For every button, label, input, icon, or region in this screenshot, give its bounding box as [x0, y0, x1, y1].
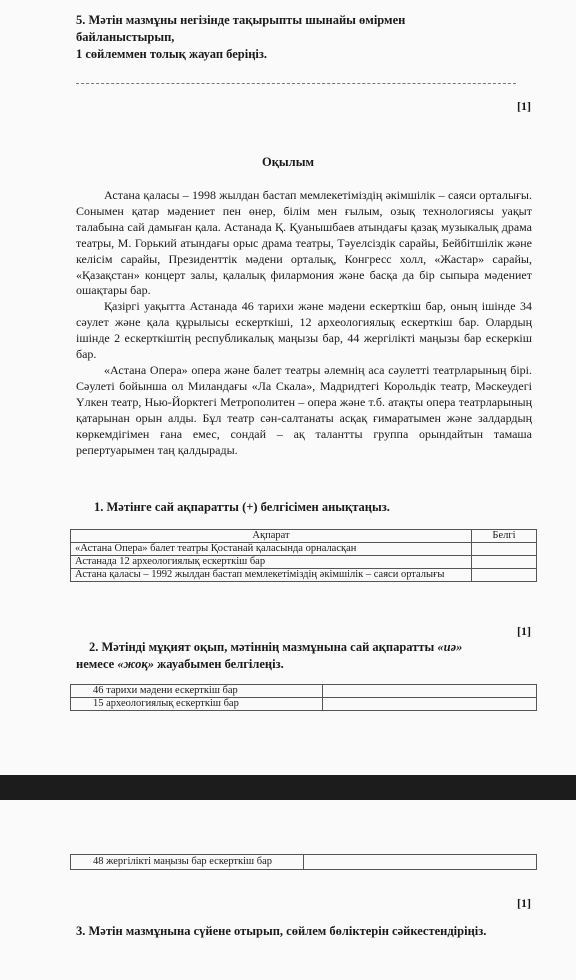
answer-cell[interactable] — [323, 685, 537, 698]
question-5 — [76, 12, 516, 63]
task-2-table — [70, 684, 537, 711]
reading-paragraph-3: «Астана Опера» опера және балет театры әлемнің аса сәулетті театрларының бірі. Сәулеті бойынша ол Миландағы «Ла Скала», Мадридтегі Корольдік театр, Мәскеудегі Үлкен театр, Нью-Йорктегі Метрополитен – опера және т.б. атақты опера театрларының қатарынан орын алды. Бұл театр сән-салтанаты асқақ ғимаратымен және залдардың көркемдігімен ғана емес, сондай – ақ талантты группа орындайтын тамаша репертуарымен таң қалдырады. — [76, 362, 532, 457]
column-header-mark: Белгі — [472, 530, 537, 543]
table-row — [71, 698, 537, 711]
task-2-heading — [76, 639, 516, 673]
yes-word: «иә» — [437, 640, 463, 654]
table-row — [71, 543, 537, 556]
mark-label: [1] — [517, 624, 531, 638]
task-2-heading-or: немесе — [76, 657, 115, 671]
column-header-info: Ақпарат — [71, 530, 472, 543]
table-row — [71, 685, 537, 698]
table-row — [71, 855, 537, 870]
answer-cell[interactable] — [304, 855, 537, 870]
mark-label: [1] — [517, 99, 531, 113]
question-5-line3: 1 сөйлеммен толық жауап беріңіз. — [76, 47, 268, 61]
answer-cell[interactable] — [323, 698, 537, 711]
table-cell-statement: 46 тарихи мәдени ескерткіш бар — [71, 685, 323, 698]
task-1-heading: 1. Мәтінге сай ақпаратты (+) белгісімен анықтаңыз. — [94, 500, 390, 514]
reading-paragraph-2: Қазіргі уақытта Астанада 46 тарихи және мәдени ескерткіш бар, оның ішінде 34 сәулет және қала құрылысы ескерткіші, 12 археологиялық ескерткіш бар. Олардың ішінде 2 ескерткіштің республикалық маңызы бар, 44 жергілікті маңызы бар ескеркіш бар. — [76, 299, 532, 362]
worksheet-page-2 — [0, 800, 576, 980]
table-cell-statement: 15 археологиялық ескерткіш бар — [71, 698, 323, 711]
reading-paragraph-1: Астана қаласы – 1998 жылдан бастап мемлекетіміздің әкімшілік – саяси орталығы. Сонымен қатар мәдениет пен өнер, білім мен ғылым, озық технологияcы уақыт талабына сай дамыған қала. Астанада Қ. Қуанышбаев атындағы қазақ музыкалық драма театры, М. Горький атындағы орыс драма театры, Тәуелсіздік сарайы, Бейбітшілік және келісім сарайы, Президенттік мәдени орталық, Конгресс холл, «Жастар» сарайы, «Қазақстан» концерт залы, қалалық филармония және басқа да бір сыпыра мәдениет ошақтары бар. — [76, 188, 532, 298]
task-3-heading: 3. Мәтін мазмұнына сүйене отырып, сөйлем бөліктерін сәйкестендіріңіз. — [76, 924, 487, 938]
answer-cell[interactable] — [472, 543, 537, 556]
task-2-heading-end: жауабымен белгілеңіз. — [157, 657, 284, 671]
answer-line — [76, 83, 516, 84]
task-2-heading-text: 2. Мәтінді мұқият оқып, мәтіннің мазмұнына сай ақпаратты — [89, 640, 435, 654]
question-5-line1: 5. Мәтін мазмұны негізінде тақырыпты шынайы өмірмен — [76, 13, 406, 27]
table-row — [71, 556, 537, 569]
answer-cell[interactable] — [472, 569, 537, 582]
table-cell-info: Астана қаласы – 1992 жылдан бастап мемлекетіміздің әкімшілік – саяси орталығы — [71, 569, 472, 582]
answer-cell[interactable] — [472, 556, 537, 569]
table-header-row — [71, 530, 537, 543]
no-word: «жоқ» — [117, 657, 155, 671]
mark-label: [1] — [517, 896, 531, 910]
reading-title: Оқылым — [262, 155, 314, 169]
task-2-table-continued — [70, 854, 537, 870]
question-5-line2: байланыстырып, — [76, 30, 175, 44]
table-cell-statement: 48 жергілікті маңызы бар ескерткіш бар — [71, 855, 304, 870]
table-cell-info: Астанада 12 археологиялық ескерткіш бар — [71, 556, 472, 569]
task-1-table — [70, 529, 537, 582]
table-row — [71, 569, 537, 582]
table-cell-info: «Астана Опера» балет театры Қостанай қаласында орналасқан — [71, 543, 472, 556]
reading-text — [76, 188, 532, 458]
